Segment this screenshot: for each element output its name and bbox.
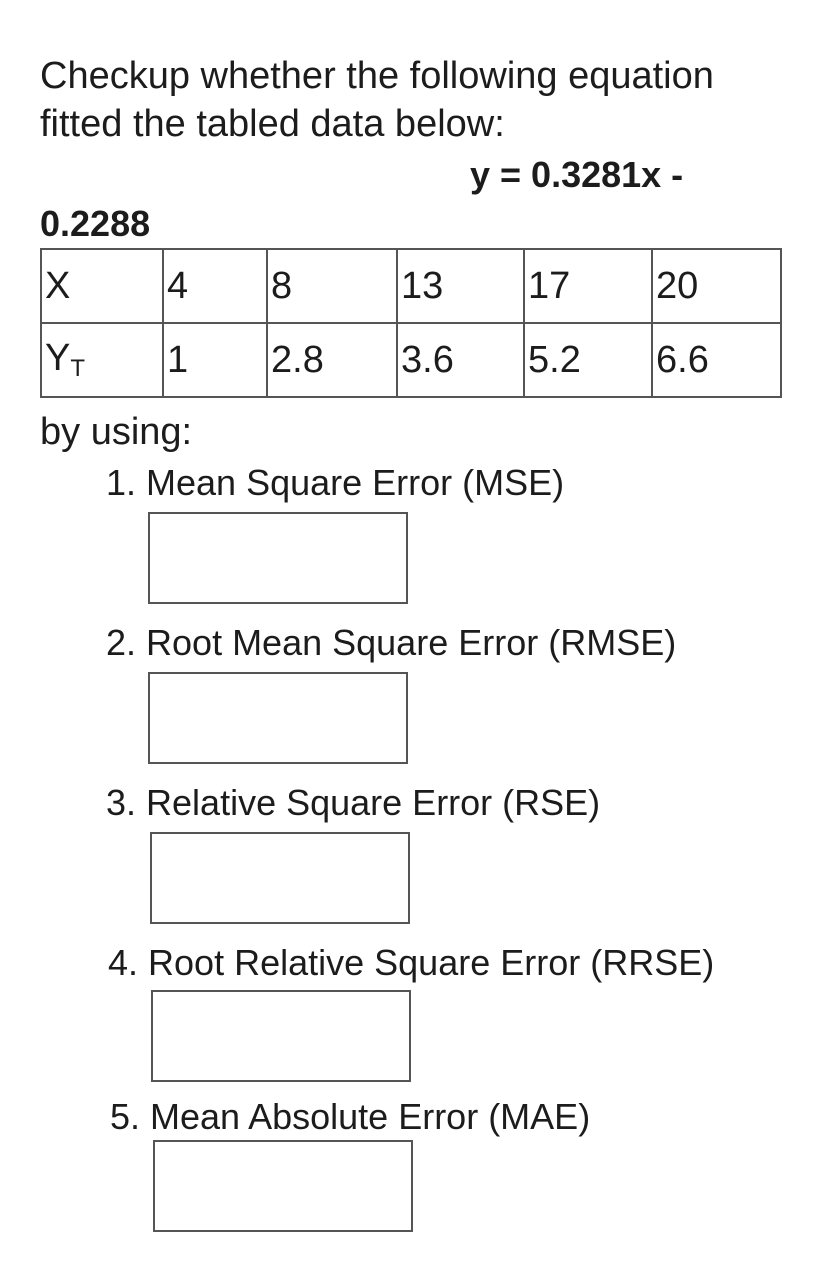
- table-row-y: [41, 323, 781, 397]
- item-rmse: 2. Root Mean Square Error (RMSE): [106, 622, 677, 663]
- x-header-cell: X: [41, 249, 163, 323]
- equation-part-1: y = 0.3281x -: [470, 154, 684, 195]
- x-value-cell: 8: [267, 249, 397, 323]
- y-value-cell: 6.6: [652, 323, 781, 397]
- item-mse: 1. Mean Square Error (MSE): [106, 462, 565, 503]
- answer-box-rrse[interactable]: [151, 990, 411, 1082]
- equation-part-2: 0.2288: [40, 203, 151, 244]
- table-row-x: [41, 249, 781, 323]
- x-value-cell: 20: [652, 249, 781, 323]
- item-rse: 3. Relative Square Error (RSE): [106, 782, 601, 823]
- y-label-subscript: T: [70, 355, 86, 382]
- y-value-cell: 3.6: [397, 323, 524, 397]
- x-value-cell: 13: [397, 249, 524, 323]
- y-value-cell: 1: [163, 323, 267, 397]
- answer-box-mae[interactable]: [153, 1140, 413, 1232]
- item-rrse: 4. Root Relative Square Error (RRSE): [108, 942, 715, 983]
- item-mae: 5. Mean Absolute Error (MAE): [110, 1096, 591, 1137]
- answer-box-rmse[interactable]: [148, 672, 408, 764]
- by-using-label: by using:: [40, 411, 193, 453]
- y-value-cell: 2.8: [267, 323, 397, 397]
- y-label: Y: [45, 337, 71, 379]
- x-value-cell: 4: [163, 249, 267, 323]
- question-line-1: Checkup whether the following equation: [40, 55, 714, 97]
- question-line-2: fitted the tabled data below:: [40, 103, 505, 145]
- answer-box-rse[interactable]: [150, 832, 410, 924]
- data-table: [40, 248, 782, 398]
- x-value-cell: 17: [524, 249, 652, 323]
- answer-box-mse[interactable]: [148, 512, 408, 604]
- y-value-cell: 5.2: [524, 323, 652, 397]
- y-header-cell: [41, 323, 163, 397]
